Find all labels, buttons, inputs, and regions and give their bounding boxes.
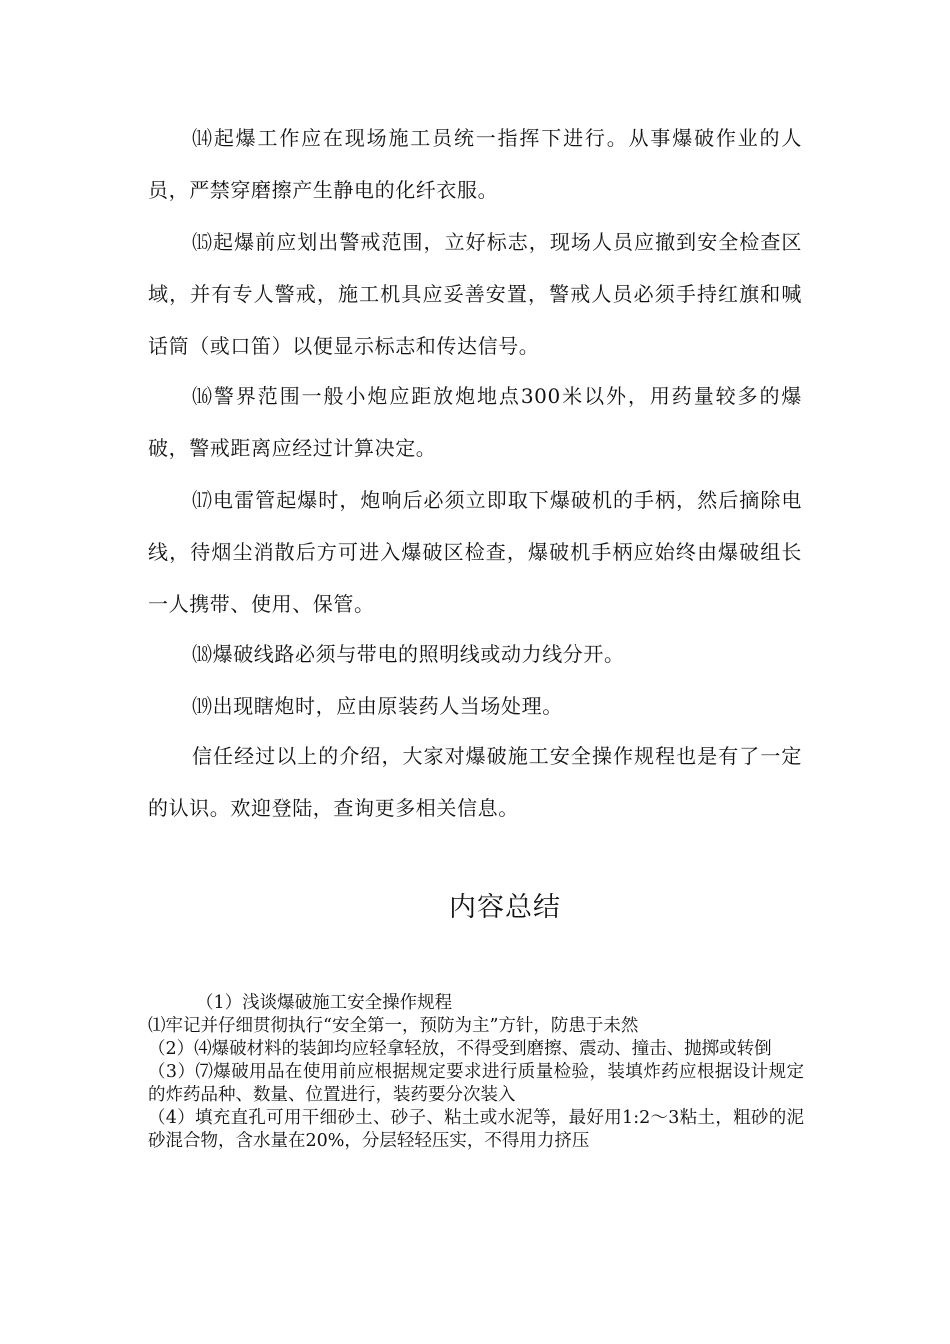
summary-item-1-detail: ⑴牢记并仔细贯彻执行“安全第一，预防为主”方针，防患于未然: [148, 1016, 639, 1036]
paragraph-19: ⒆出现瞎炮时，应由原装药人当场处理。: [192, 694, 563, 718]
paragraph-17: ⒄电雷管起爆时，炮响后必须立即取下爆破机的手柄，然后摘除电线，待烟尘消散后方可进入爆破区检查，爆破机手柄应始终由爆破组长一人携带、使用、保管。: [148, 488, 802, 616]
paragraph-14: ⒁起爆工作应在现场施工员统一指挥下进行。从事爆破作业的人员，严禁穿磨擦产生静电的化纤衣服。: [148, 126, 802, 202]
summary-heading: 内容总结: [449, 892, 561, 923]
summary-item-1: （1）浅谈爆破施工安全操作规程: [196, 993, 453, 1013]
summary-item-3: （3）⑺爆破用品在使用前应根据规定要求进行质量检验，装填炸药应根据设计规定的炸药品种、数量、位置进行，装药要分次装入: [148, 1062, 804, 1105]
summary-item-4: （4）填充直孔可用干细砂土、砂子、粘土或水泥等，最好用1:2～3粘土，粗砂的泥砂混合物，含水量在20%，分层轻轻压实，不得用力挤压: [148, 1108, 804, 1151]
summary-list: [148, 992, 804, 1153]
paragraph-16: ⒃警界范围一般小炮应距放炮地点300米以外，用药量较多的爆破，警戒距离应经过计算决定。: [148, 384, 802, 460]
summary-item-2: （2）⑷爆破材料的装卸均应轻拿轻放，不得受到磨擦、震动、撞击、抛掷或转倒: [148, 1039, 772, 1059]
paragraph-15: ⒂起爆前应划出警戒范围，立好标志，现场人员应撤到安全检查区域，并有专人警戒，施工机具应妥善安置，警戒人员必须手持红旗和喊话筒（或口笛）以便显示标志和传达信号。: [148, 230, 802, 358]
closing-paragraph: 信任经过以上的介绍，大家对爆破施工安全操作规程也是有了一定的认识。欢迎登陆，查询更多相关信息。: [148, 744, 802, 820]
paragraph-18: ⒅爆破线路必须与带电的照明线或动力线分开。: [192, 642, 625, 666]
